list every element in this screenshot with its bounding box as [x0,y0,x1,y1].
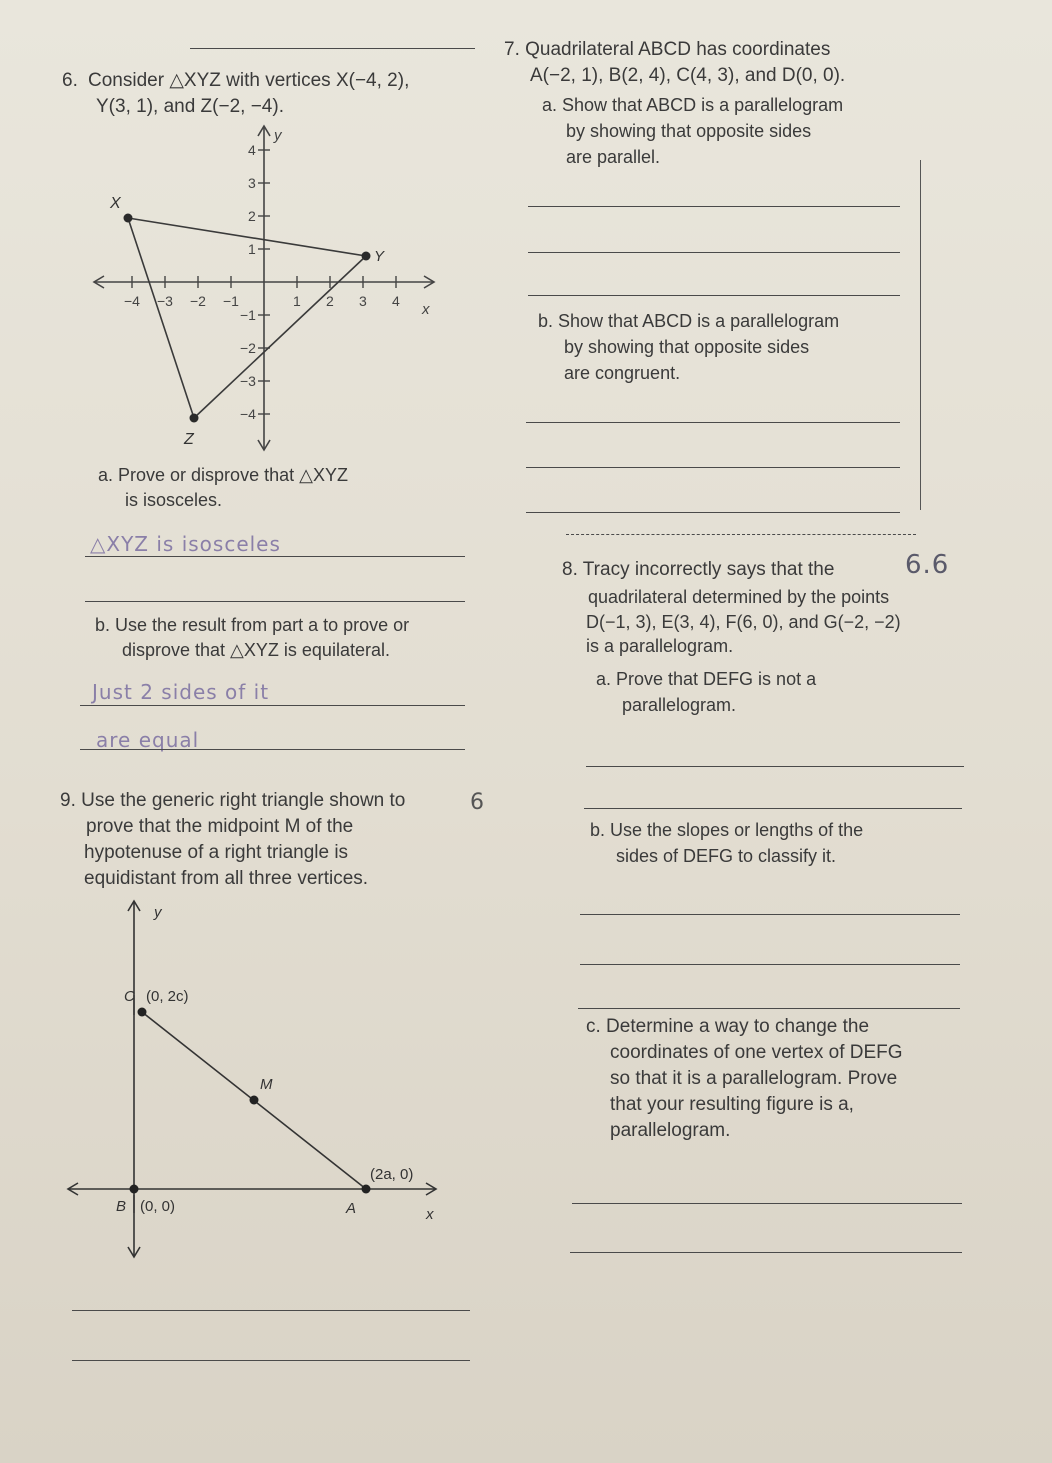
q6-y-tick-label: 2 [248,208,256,224]
q7b-prompt-line-1: b. Show that ABCD is a parallelogram [538,311,840,331]
q6-label-y: Y [374,248,385,265]
q6b-prompt-line-1: b. Use the result from part a to prove or [95,615,410,635]
q8b-answer-line-1 [580,914,960,915]
q9-coord-a: (2a, 0) [370,1166,414,1183]
q8c-prompt-line-4: that your resulting figure is a, [610,1094,854,1115]
q8b-answer-line-2 [580,964,960,965]
q6-point-z [190,414,199,423]
q9-label-m: M [260,1076,273,1093]
q8c-answer-line-2 [570,1252,962,1253]
q8-stem-line-3: D(−1, 3), E(3, 4), F(6, 0), and G(−2, −2) [586,612,901,632]
q6-x-tick-label: 4 [392,293,400,309]
q7a-prompt-line-1: a. Show that ABCD is a parallelogram [542,95,844,115]
q9-label-c: C [124,988,135,1005]
q7b-answer-line-3 [526,512,900,513]
right-margin-line [920,160,921,510]
q6-x-tick-label: −1 [223,293,239,309]
q6-stem-line-2: Y(3, 1), and Z(−2, −4). [96,96,284,117]
q8c-prompt-line-1: c. Determine a way to change the [586,1016,870,1037]
q7-divider-rule [566,534,916,535]
q9-label-a: A [346,1200,357,1217]
q6-y-tick-label: 1 [248,241,256,257]
q9-stem-line-1: 9. Use the generic right triangle shown to [60,790,406,811]
q8a-prompt-line-2: parallelogram. [622,695,737,715]
q7a-prompt-line-3: are parallel. [566,147,661,167]
q9-stem-line-3: hypotenuse of a right triangle is [84,842,349,863]
q6-point-y [362,252,371,261]
q7b-prompt-line-2: by showing that opposite sides [564,337,810,357]
q7a-answer-line-3 [528,295,900,296]
q8-stem-line-4: is a parallelogram. [586,636,734,656]
q9-point-m [250,1096,259,1105]
q9-point-c [138,1008,147,1017]
q6-x-tick-label: 1 [293,293,301,309]
q6-x-tick-label: 2 [326,293,334,309]
q6-point-x [124,214,133,223]
q9-coord-b: (0, 0) [140,1198,176,1215]
q6-number: 6. [62,70,78,91]
q6-segment-xy [128,218,366,256]
q8-stem-line-1: 8. Tracy incorrectly says that the [562,559,835,580]
q6b-answer-line-1 [80,705,465,706]
q8b-prompt-line-2: sides of DEFG to classify it. [616,846,837,866]
q6-label-x: X [110,195,121,212]
q9-margin-note: 6 [470,790,485,815]
q7b-answer-line-1 [526,422,900,423]
q8a-answer-line-1 [586,766,964,767]
q7b-prompt-line-3: are congruent. [564,363,681,383]
q6-segment-yz [194,256,366,418]
q9-point-b [130,1185,139,1194]
q8c-prompt-line-5: parallelogram. [610,1120,731,1141]
q6a-answer-line-1 [85,556,465,557]
top-rule [190,48,475,49]
q6a-answer-line-2 [85,601,465,602]
q6-y-tick-label: 3 [248,175,256,191]
q9-y-axis-label: y [154,904,162,921]
q6-coordinate-graph [88,122,448,462]
q9-x-axis-label: x [426,1206,434,1223]
q6-stem-line-1: 6. Consider △XYZ with vertices X(−4, 2), [88,68,409,94]
q8b-answer-line-3 [578,1008,960,1009]
q6-segment-zx [128,218,194,418]
q6b-handwritten-answer-1[interactable]: Just 2 sides of it [92,680,270,704]
q6a-prompt-line-2: is isosceles. [125,490,223,510]
q8c-prompt-line-2: coordinates of one vertex of DEFG [610,1042,903,1063]
q8b-prompt-line-1: b. Use the slopes or lengths of the [590,820,864,840]
q7b-answer-line-2 [526,467,900,468]
q9-coord-c: (0, 2c) [146,988,189,1005]
q6-y-tick-label: −1 [240,307,256,323]
q6b-answer-line-2 [80,749,465,750]
q6-y-tick-label: 4 [248,142,256,158]
q9-right-triangle-graph [60,895,460,1265]
q7-stem-line-1: 7. Quadrilateral ABCD has coordinates [504,39,831,60]
q6b-handwritten-answer-2[interactable]: are equal [96,728,200,752]
q8c-answer-line-1 [572,1203,962,1204]
q6-x-tick-label: −3 [157,293,173,309]
q8a-answer-line-2 [584,808,962,809]
q6-x-tick-label: 3 [359,293,367,309]
q9-stem-line-4: equidistant from all three vertices. [84,868,369,889]
q9-point-a [362,1185,371,1194]
q9-answer-line-1 [72,1310,470,1311]
q6-y-tick-label: −2 [240,340,256,356]
q6-label-z: Z [184,431,194,448]
q6-y-tick-label: −4 [240,406,256,422]
q6a-prompt-line-1: a. Prove or disprove that △XYZ [98,465,348,485]
q6a-handwritten-answer[interactable]: △XYZ is isosceles [90,532,281,556]
q6-y-tick-label: −3 [240,373,256,389]
q7a-prompt-line-2: by showing that opposite sides [566,121,812,141]
q8c-prompt-line-3: so that it is a parallelogram. Prove [610,1068,898,1089]
q9-label-b: B [116,1198,127,1215]
q6-x-axis-label: x [422,301,430,318]
q8-stem-line-2: quadrilateral determined by the points [588,587,890,607]
q6-x-tick-label: −4 [124,293,140,309]
q6b-prompt-line-2: disprove that △XYZ is equilateral. [122,640,390,660]
q8-margin-note: 6.6 [905,550,950,580]
q9-stem-line-2: prove that the midpoint M of the [86,816,354,837]
q9-answer-line-2 [72,1360,470,1361]
q7-stem-line-2: A(−2, 1), B(2, 4), C(4, 3), and D(0, 0). [530,65,846,86]
q6-x-tick-label: −2 [190,293,206,309]
q6-y-axis-label: y [274,127,282,144]
q7a-answer-line-2 [528,252,900,253]
q7a-answer-line-1 [528,206,900,207]
q8a-prompt-line-1: a. Prove that DEFG is not a [596,669,817,689]
